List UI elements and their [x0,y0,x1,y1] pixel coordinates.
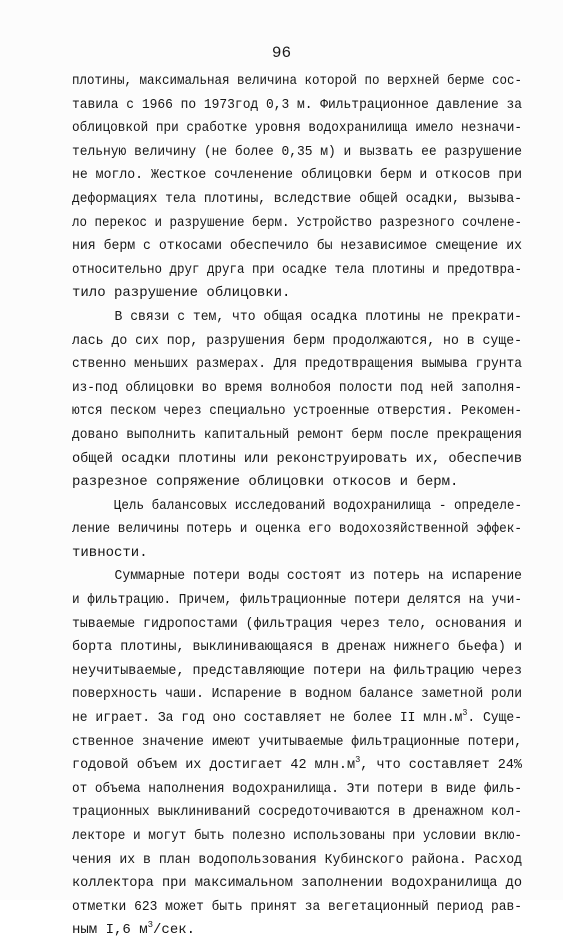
text-line [72,94,522,118]
text-line-tail: /сек. [153,922,196,939]
text-line-content: тавила с 1966 по 1973год 0,3 м. Фильтрационное давление за [72,96,523,113]
text-line [72,825,522,849]
text-line-content: Цель балансовых исследований водохранилища - определе- [113,497,523,514]
text-line [72,330,522,354]
superscript: 3 [147,920,154,931]
text-line-content: тываемые гидропостами (фильтрация через тело, основания и [72,615,523,632]
text-line-content: борта плотины, выклинивающаяся в дренаж нижнего бьефа) и [72,639,523,656]
text-line-content: тило разрушение облицовки. [72,285,291,302]
text-line-content: тивности. [72,544,148,561]
text-line-content: довано выполнить капитальный ремонт берм после прекращения [72,426,523,443]
text-line [72,471,522,495]
text-line [72,778,522,802]
text-line [72,613,522,637]
text-line-content: ным I,6 м [72,922,148,939]
text-line-content: лекторе и могут быть полезно использованы при условии вклю- [72,828,522,844]
text-line [72,424,522,448]
text-line-content: трационных выклиниваний сосредоточиваются в дренажном кол- [72,804,523,821]
text-line-content: лась до сих пор, разрушения берм продолжаются, но в суще- [72,332,523,349]
text-line-content: ются песком через специально устроенные отверстия. Рекомен- [72,403,522,420]
text-line-content: не играет. За год оно составляет не более II млн.м [72,710,463,727]
text-line [72,660,522,684]
text-line [72,919,522,943]
text-line-content: ление величины потерь и оценка его водохозяйственной эффек- [72,521,522,538]
text-line [72,754,522,778]
superscript: 3 [355,755,361,766]
body-text [72,70,522,943]
text-line [72,849,522,873]
text-line [72,212,522,236]
text-line [72,896,522,920]
page-number: 96 [271,44,292,62]
text-line [72,589,522,613]
text-line [72,707,522,731]
text-line-content: облицовкой при сработке уровня водохранилища имело незначи- [72,120,522,137]
text-line-content: не могло. Жесткое сочленение облицовки берм и откосов при [72,167,523,184]
text-line-tail: . Суще- [467,710,523,727]
text-line-tail: , что составляет 24% [360,757,523,774]
text-line-content: Суммарные потери воды состоят из потерь на испарение [114,568,522,585]
text-line-content: ния берм с откосами обеспечило бы независимое смещение их [72,238,523,255]
text-line [72,495,522,519]
text-line-content: ственное значение имеют учитываемые фильтрационные потери, [72,733,523,750]
text-line-content: отметки 623 может быть принят за вегетационный период рав- [72,898,523,915]
text-line-content: от объема наполнения водохранилища. Эти потери в виде филь- [72,780,522,797]
text-line [72,801,522,825]
text-line [72,400,522,424]
text-line [72,117,522,141]
text-line-content: плотины, максимальная величина которой по верхней берме сос- [72,73,523,89]
text-line [72,518,522,542]
text-line [72,636,522,660]
text-line-content: годовой объем их достигает 42 млн.м [72,757,356,774]
text-line [72,377,522,401]
text-line-content: ло перекос и разрушение берм. Устройство разрезного сочлене- [72,214,523,231]
text-line [72,731,522,755]
text-line [72,448,522,472]
text-line-content: разрезное сопряжение облицовки откосов и берм. [72,474,459,491]
text-line [72,141,522,165]
text-line-content: коллектора при максимальном заполнении водохранилища до [72,875,523,892]
text-line-content: относительно друг друга при осадке тела плотины и предотвра- [72,261,523,278]
text-line [72,353,522,377]
text-line-content: неучитываемые, представляющие потери на фильтрацию через [72,662,523,679]
text-line [72,565,522,589]
text-line [72,683,522,707]
text-line-content: общей осадки плотины или реконструировать их, обеспечив [72,450,523,467]
text-line [72,872,522,896]
text-line [72,306,522,330]
text-line-content: из-под облицовки во время волнобоя полости под ней заполня- [72,379,522,396]
text-line-content: В связи с тем, что общая осадка плотины не прекрати- [114,308,522,325]
text-line-content: и фильтрацию. Причем, фильтрационные потери делятся на учи- [72,592,522,609]
text-line-content: чения их в план водопользования Кубинского района. Расход [72,851,523,868]
text-line-content: деформациях тела плотины, вследствие общей осадки, вызыва- [72,190,523,207]
text-line [72,282,522,306]
text-line [72,259,522,283]
text-line-content: поверхность чаши. Испарение в водном балансе заметной роли [72,686,523,703]
text-line-content: тельную величину (не более 0,35 м) и вызвать ее разрушение [72,143,523,160]
text-line [72,235,522,259]
superscript: 3 [462,708,468,719]
text-line [72,542,522,566]
text-line [72,188,522,212]
text-line [72,70,522,94]
text-line [72,164,522,188]
text-line-content: ственно меньших размерах. Для предотвращения вымыва грунта [72,356,523,373]
